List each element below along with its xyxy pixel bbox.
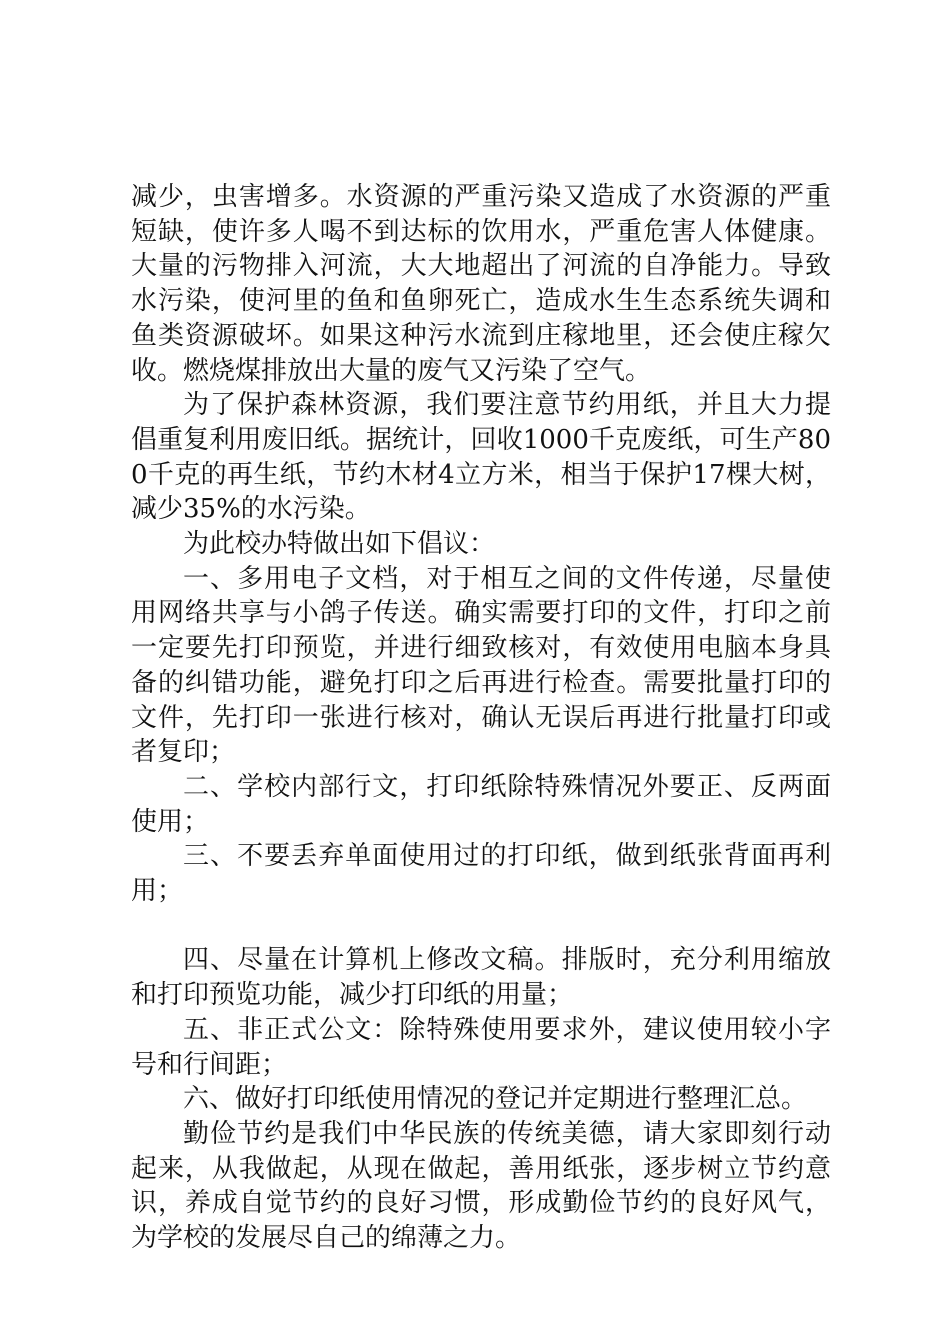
paragraph-item-2: 二、学校内部行文，打印纸除特殊情况外要正、反两面使用； xyxy=(131,771,831,837)
paragraph-closing: 勤俭节约是我们中华民族的传统美德，请大家即刻行动起来，从我做起，从现在做起，善用纸张，逐步树立节约意识，养成自觉节约的良好习惯，形成勤俭节约的良好风气，为学校的发展尽自己的绵薄之力。 xyxy=(131,1118,831,1254)
blank-line xyxy=(131,909,831,944)
paragraph-item-3: 三、不要丢弃单面使用过的打印纸，做到纸张背面再利用； xyxy=(131,841,831,907)
paragraph-paper-recycling: 为了保护森林资源，我们要注意节约用纸，并且大力提倡重复利用废旧纸。据统计，回收1000千克废纸，可生产800千克的再生纸，节约木材4立方米，相当于保护17棵大树，减少35%的水污染。 xyxy=(131,390,831,525)
document-body xyxy=(131,180,831,1256)
paragraph-pollution-effects: 减少，虫害增多。水资源的严重污染又造成了水资源的严重短缺，使许多人喝不到达标的饮用水，严重危害人体健康。大量的污物排入河流，大大地超出了河流的自净能力。导致水污染，使河里的鱼和鱼卵死亡，造成水生生态系统失调和鱼类资源破坏。如果这种污水流到庄稼地里，还会使庄稼欠收。燃烧煤排放出大量的废气又污染了空气。 xyxy=(131,182,831,386)
paragraph-proposal-intro: 为此校办特做出如下倡议： xyxy=(183,529,496,560)
paragraph-item-1: 一、多用电子文档，对于相互之间的文件传递，尽量使用网络共享与小鸽子传送。确实需要打印的文件，打印之前一定要先打印预览，并进行细致核对，有效使用电脑本身具备的纠错功能，避免打印之后再进行检查。需要批量打印的文件，先打印一张进行核对，确认无误后再进行批量打印或者复印； xyxy=(131,563,831,768)
paragraph-item-4: 四、尽量在计算机上修改文稿。排版时，充分利用缩放和打印预览功能，减少打印纸的用量； xyxy=(131,945,831,1011)
paragraph-item-6: 六、做好打印纸使用情况的登记并定期进行整理汇总。 xyxy=(183,1084,808,1115)
paragraph-item-5: 五、非正式公文：除特殊使用要求外，建议使用较小字号和行间距； xyxy=(131,1014,831,1080)
